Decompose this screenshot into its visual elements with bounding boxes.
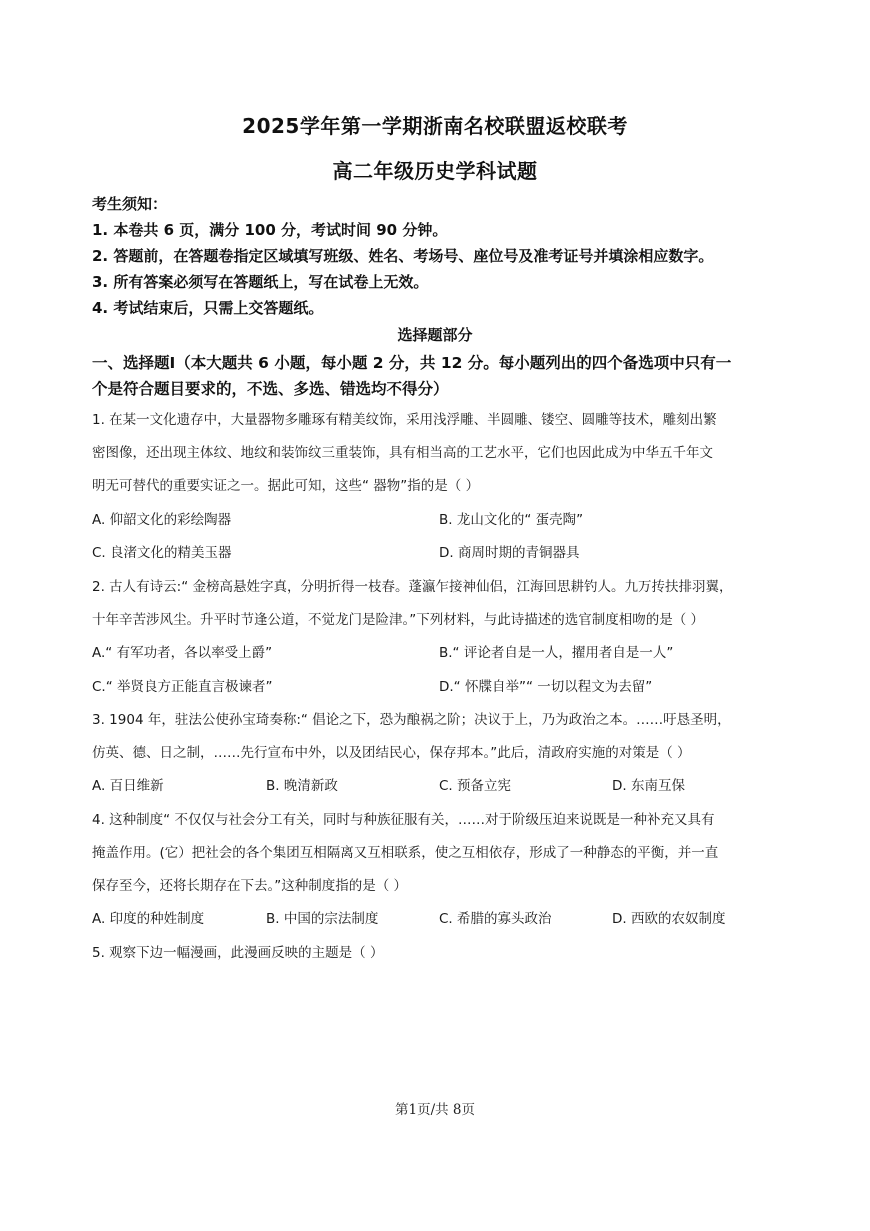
question-2-stem-line1: 2. 古人有诗云:“ 金榜高悬姓字真，分明折得一枝春。蓬瀛乍接神仙侣，江海回思耕钓人。九万抟扶排羽翼，	[92, 579, 733, 595]
question-1-stem-line1: 1. 在某一文化遗存中，大量器物多雕琢有精美纹饰，采用浅浮雕、半圆雕、镂空、圆雕等技术，雕刻出繁	[92, 412, 717, 428]
notice-item-2: 2. 答题前，在答题卷指定区域填写班级、姓名、考场号、座位号及准考证号并填涂相应数字。	[92, 247, 714, 265]
question-3-option-d: D. 东南互保	[612, 778, 685, 794]
question-1-stem-line3: 明无可替代的重要实证之一。据此可知，这些“ 器物”指的是（ ）	[92, 478, 480, 494]
question-5-stem-line1: 5. 观察下边一幅漫画，此漫画反映的主题是（ ）	[92, 945, 384, 961]
notice-item-1: 1. 本卷共 6 页，满分 100 分，考试时间 90 分钟。	[92, 221, 448, 239]
question-1-option-b: B. 龙山文化的“ 蛋壳陶”	[439, 512, 584, 528]
question-4-stem-line1: 4. 这种制度“ 不仅仅与社会分工有关，同时与种族征服有关，……对于阶级压迫来说既是一种补充又具有	[92, 812, 715, 828]
question-2-option-c: C.“ 举贤良方正能直言极谏者”	[92, 679, 273, 695]
question-1-option-d: D. 商周时期的青铜器具	[439, 545, 580, 561]
page-number: 第1页/共 8页	[394, 1102, 476, 1118]
question-4-stem-line2: 掩盖作用。(它）把社会的各个集团互相隔离又互相联系，使之互相依存，形成了一种静态的平衡，并一直	[92, 845, 719, 861]
exam-title: 2025学年第一学期浙南名校联盟返校联考	[242, 114, 628, 138]
section-instruction-line2: 个是符合题目要求的，不选、多选、错选均不得分）	[92, 380, 449, 398]
question-3-option-b: B. 晚清新政	[266, 778, 338, 794]
question-3-stem-line2: 仿英、德、日之制，……先行宣布中外，以及团结民心，保存邦本。”此后，清政府实施的对策是（ ）	[92, 745, 691, 761]
question-2-option-a: A.“ 有军功者，各以率受上爵”	[92, 645, 273, 661]
question-4-option-c: C. 希腊的寡头政治	[439, 911, 552, 927]
question-4-option-b: B. 中国的宗法制度	[266, 911, 379, 927]
question-4-stem-line3: 保存至今，还将长期存在下去。”这种制度指的是（ ）	[92, 878, 408, 894]
question-1-option-a: A. 仰韶文化的彩绘陶器	[92, 512, 232, 528]
question-1-stem-line2: 密图像，还出现主体纹、地纹和装饰纹三重装饰，具有相当高的工艺水平，它们也因此成为中华五千年文	[92, 445, 713, 461]
question-4-option-a: A. 印度的种姓制度	[92, 911, 205, 927]
question-2-option-d: D.“ 怀牒自举”“ 一切以程文为去留”	[439, 679, 653, 695]
question-3-option-c: C. 预备立宪	[439, 778, 512, 794]
question-2-stem-line2: 十年辛苦涉风尘。升平时节逢公道，不觉龙门是险津。”下列材料，与此诗描述的选官制度相吻的是（ ）	[92, 612, 705, 628]
notice-heading: 考生须知：	[92, 195, 168, 213]
notice-item-4: 4. 考试结束后，只需上交答题纸。	[92, 299, 324, 317]
exam-subtitle: 高二年级历史学科试题	[332, 159, 538, 183]
notice-item-3: 3. 所有答案必须写在答题纸上，写在试卷上无效。	[92, 273, 429, 291]
section-title: 选择题部分	[397, 326, 473, 344]
question-3-stem-line1: 3. 1904 年，驻法公使孙宝琦奏称:“ 倡论之下，恐为酿祸之阶；决议于上，乃为政治之本。……吁恳圣明，	[92, 712, 731, 728]
question-4-option-d: D. 西欧的农奴制度	[612, 911, 726, 927]
question-2-option-b: B.“ 评论者自是一人，擢用者自是一人”	[439, 645, 674, 661]
question-3-option-a: A. 百日维新	[92, 778, 164, 794]
section-instruction-line1: 一、选择题Ⅰ（本大题共 6 小题，每小题 2 分，共 12 分。每小题列出的四个备选项中只有一	[92, 354, 732, 372]
question-1-option-c: C. 良渚文化的精美玉器	[92, 545, 232, 561]
